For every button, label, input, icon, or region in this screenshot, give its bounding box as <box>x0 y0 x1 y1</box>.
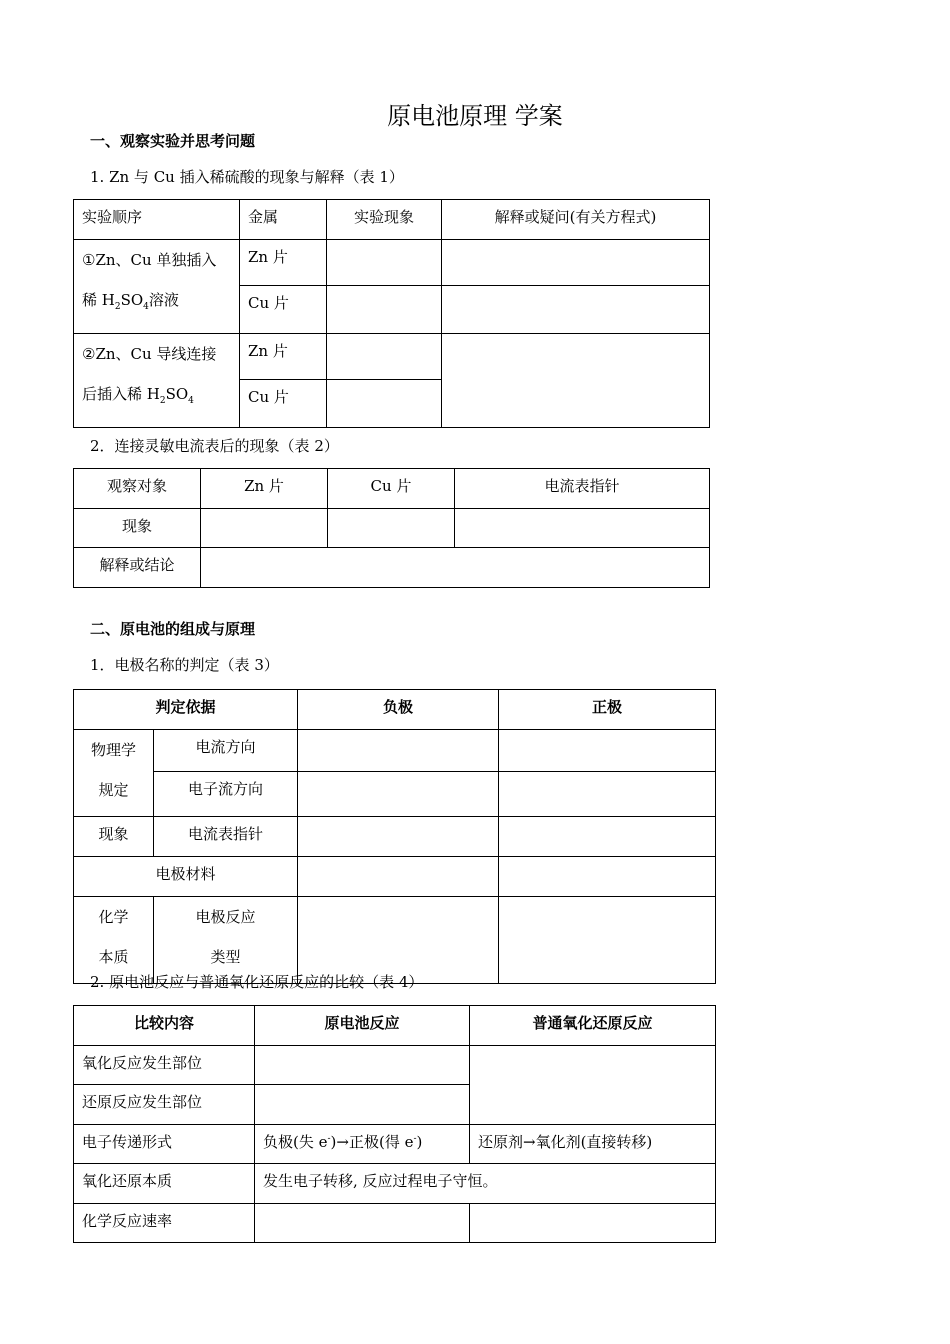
table1-zn-2: Zn 片 <box>240 334 327 380</box>
table2-row-conclusion: 解释或结论 <box>74 548 201 588</box>
table1-header-explanation: 解释或疑问(有关方程式) <box>442 200 710 240</box>
table3-electron-direction: 电子流方向 <box>154 772 298 817</box>
table3-current-direction: 电流方向 <box>154 730 298 772</box>
table2-cell[interactable] <box>201 548 710 588</box>
table3-cell[interactable] <box>499 897 716 984</box>
table2-cell[interactable] <box>455 509 710 548</box>
table4-cell[interactable] <box>255 1085 470 1125</box>
table1-cell[interactable] <box>442 285 710 333</box>
table1-zn-1: Zn 片 <box>240 240 327 286</box>
table1-header-metal: 金属 <box>240 200 327 240</box>
table3-reaction-type: 电极反应 类型 <box>154 897 298 984</box>
table1-order-1: ①Zn、Cu 单独插入 稀 $H_2SO_4$溶液 <box>74 240 240 334</box>
table3-material: 电极材料 <box>74 857 298 897</box>
table4-header-content: 比较内容 <box>74 1006 255 1046</box>
table3-cell[interactable] <box>298 817 499 857</box>
table4 <box>73 1005 716 1243</box>
table3-caption: 1．电极名称的判定（表 3） <box>90 656 279 674</box>
table1-cu-2: Cu 片 <box>240 379 327 427</box>
table4-rate: 化学反应速率 <box>74 1204 255 1243</box>
table4-ox-site: 氧化反应发生部位 <box>74 1046 255 1085</box>
table2-caption: 2．连接灵敏电流表后的现象（表 2） <box>90 437 339 455</box>
table3-header-basis: 判定依据 <box>74 690 298 730</box>
table4-red-site: 还原反应发生部位 <box>74 1085 255 1125</box>
table1 <box>73 199 710 428</box>
table4-cell[interactable] <box>470 1204 716 1243</box>
table2 <box>73 468 710 588</box>
table4-header-normal: 普通氧化还原反应 <box>470 1006 716 1046</box>
table2-row-phenomenon: 现象 <box>74 509 201 548</box>
table2-cell[interactable] <box>201 509 328 548</box>
table4-transfer-cell: 负极(失 e-)→正极(得 e-) <box>255 1125 470 1164</box>
table4-cell[interactable] <box>470 1046 716 1125</box>
table4-transfer: 电子传递形式 <box>74 1125 255 1164</box>
table3-cell[interactable] <box>499 730 716 772</box>
table4-transfer-normal: 还原剂→氧化剂(直接转移) <box>470 1125 716 1164</box>
table2-cell[interactable] <box>328 509 455 548</box>
table1-cell[interactable] <box>442 334 710 428</box>
table1-cell[interactable] <box>327 379 442 427</box>
table3-cell[interactable] <box>298 730 499 772</box>
table3-cell[interactable] <box>298 857 499 897</box>
table1-header-phenomenon: 实验现象 <box>327 200 442 240</box>
table4-cell[interactable] <box>255 1046 470 1085</box>
page-title: 原电池原理 学案 <box>387 102 563 130</box>
table3-header-positive: 正极 <box>499 690 716 730</box>
table1-cell[interactable] <box>327 285 442 333</box>
table4-header-cell: 原电池反应 <box>255 1006 470 1046</box>
table4-essence-value: 发生电子转移, 反应过程电子守恒。 <box>255 1164 716 1204</box>
table3-cell[interactable] <box>298 772 499 817</box>
table3-header-negative: 负极 <box>298 690 499 730</box>
table1-header-order: 实验顺序 <box>74 200 240 240</box>
table4-caption: 2. 原电池反应与普通氧化还原反应的比较（表 4） <box>90 973 424 991</box>
section1-heading: 一、观察实验并思考问题 <box>90 132 256 150</box>
table1-cell[interactable] <box>327 240 442 286</box>
table1-caption: 1. Zn 与 Cu 插入稀硫酸的现象与解释（表 1） <box>90 168 404 186</box>
table1-cu-1: Cu 片 <box>240 285 327 333</box>
table3-cell[interactable] <box>499 817 716 857</box>
table1-cell[interactable] <box>442 240 710 286</box>
table3-physics: 物理学 规定 <box>74 730 154 817</box>
table2-header-cu: Cu 片 <box>328 469 455 509</box>
table3-chemistry: 化学 本质 <box>74 897 154 984</box>
table4-essence: 氧化还原本质 <box>74 1164 255 1204</box>
table3 <box>73 689 716 984</box>
table3-ammeter: 电流表指针 <box>154 817 298 857</box>
table2-header-object: 观察对象 <box>74 469 201 509</box>
table1-cell[interactable] <box>327 334 442 380</box>
table3-phenomenon: 现象 <box>74 817 154 857</box>
table2-header-ammeter: 电流表指针 <box>455 469 710 509</box>
table1-order-2: ②Zn、Cu 导线连接 后插入稀 $H_2SO_4$ <box>74 334 240 428</box>
section2-heading: 二、原电池的组成与原理 <box>90 620 256 638</box>
table3-cell[interactable] <box>499 857 716 897</box>
table2-header-zn: Zn 片 <box>201 469 328 509</box>
table3-cell[interactable] <box>499 772 716 817</box>
table4-cell[interactable] <box>255 1204 470 1243</box>
